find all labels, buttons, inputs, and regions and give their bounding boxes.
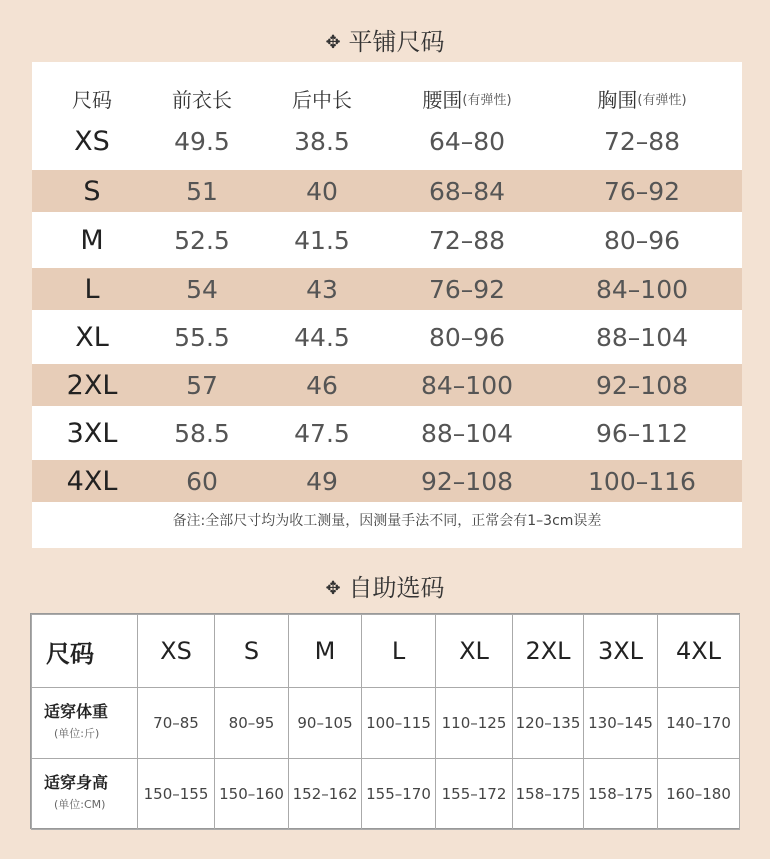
cell-chest: 88–104 (595, 322, 689, 352)
cell-back-length: 43 (306, 274, 338, 304)
size-cell: XS (138, 615, 215, 688)
size-row-label: 尺码 (32, 615, 138, 688)
weight-cell: 100–115 (362, 688, 436, 759)
cell-front-length: 51 (186, 176, 218, 206)
cell-front-length: 55.5 (174, 322, 230, 352)
height-cell: 152–162 (289, 759, 362, 830)
size-guide-grid (31, 614, 740, 830)
cell-waist: 64–80 (428, 126, 506, 156)
header-front-length: 前衣长 (172, 87, 232, 112)
height-unit: (单位:CM) (54, 798, 106, 811)
cell-front-length: 60 (186, 466, 218, 496)
height-cell: 150–155 (138, 759, 215, 830)
cell-chest: 76–92 (603, 176, 681, 206)
size-row (32, 615, 740, 688)
cell-waist: 88–104 (420, 418, 514, 448)
size-guide-title-text: 自助选码 (348, 574, 445, 602)
table-row (32, 412, 742, 454)
cell-back-length: 46 (306, 370, 338, 400)
flat-size-table (32, 62, 742, 548)
height-cell: 155–172 (436, 759, 513, 830)
header-chest (562, 80, 722, 116)
size-cell: S (215, 615, 289, 688)
weight-cell: 130–145 (584, 688, 658, 759)
cell-back-length: 44.5 (294, 322, 350, 352)
weight-row (32, 688, 740, 759)
cell-back-length: 40 (306, 176, 338, 206)
size-cell: M (289, 615, 362, 688)
weight-cell: 90–105 (289, 688, 362, 759)
cell-size: M (80, 224, 104, 256)
cell-front-length: 57 (186, 370, 218, 400)
measurement-note: 备注:全部尺寸均为收工测量，因测量手法不同，正常会有1–3cm误差 (172, 513, 602, 529)
height-row-label (32, 759, 138, 830)
weight-cell: 110–125 (436, 688, 513, 759)
table-row (32, 268, 742, 310)
header-waist (392, 80, 542, 116)
cell-back-length: 38.5 (294, 126, 350, 156)
height-cell: 150–160 (215, 759, 289, 830)
table-row (32, 219, 742, 261)
table-row (32, 316, 742, 358)
cell-waist: 76–92 (428, 274, 506, 304)
cell-size: 4XL (66, 465, 118, 497)
four-point-cross-icon: ✥ (325, 32, 341, 53)
header-size: 尺码 (72, 87, 112, 112)
cell-waist: 72–88 (428, 225, 506, 255)
cell-waist: 68–84 (428, 176, 506, 206)
size-cell: 4XL (658, 615, 740, 688)
size-cell: 2XL (513, 615, 584, 688)
four-point-cross-icon: ✥ (325, 578, 341, 599)
cell-back-length: 49 (306, 466, 338, 496)
size-guide-table (30, 613, 740, 829)
cell-chest: 84–100 (595, 274, 689, 304)
cell-chest: 92–108 (595, 370, 689, 400)
cell-size: 3XL (66, 417, 118, 449)
table-header-row (32, 80, 742, 116)
height-row (32, 759, 740, 830)
table-row (32, 364, 742, 406)
cell-back-length: 41.5 (294, 225, 350, 255)
size-cell: 3XL (584, 615, 658, 688)
cell-front-length: 58.5 (174, 418, 230, 448)
height-cell: 155–170 (362, 759, 436, 830)
size-guide-title (0, 568, 770, 603)
height-cell: 160–180 (658, 759, 740, 830)
cell-size: S (83, 175, 101, 207)
cell-front-length: 49.5 (174, 126, 230, 156)
cell-chest: 100–116 (588, 466, 696, 496)
header-waist-text: 腰围 (422, 87, 463, 112)
weight-row-label (32, 688, 138, 759)
weight-label: 适穿体重 (44, 702, 109, 721)
cell-waist: 92–108 (420, 466, 514, 496)
table-row (32, 120, 742, 162)
header-waist-note: (有弹性) (462, 92, 512, 108)
cell-size: XL (75, 321, 109, 353)
cell-front-length: 52.5 (174, 225, 230, 255)
cell-waist: 80–96 (428, 322, 506, 352)
header-chest-note: (有弹性) (637, 92, 687, 108)
height-label: 适穿身高 (44, 773, 109, 792)
header-back-length: 后中长 (292, 87, 352, 112)
size-cell: XL (436, 615, 513, 688)
cell-size: XS (74, 125, 110, 157)
cell-chest: 80–96 (603, 225, 681, 255)
weight-cell: 70–85 (138, 688, 215, 759)
size-cell: L (362, 615, 436, 688)
height-cell: 158–175 (513, 759, 584, 830)
cell-chest: 96–112 (595, 418, 689, 448)
weight-unit: (单位:斤) (54, 727, 100, 740)
cell-waist: 84–100 (420, 370, 514, 400)
cell-front-length: 54 (186, 274, 218, 304)
cell-size: L (84, 273, 100, 305)
flat-size-title-text: 平铺尺码 (348, 28, 445, 56)
weight-cell: 120–135 (513, 688, 584, 759)
height-cell: 158–175 (584, 759, 658, 830)
table-row (32, 170, 742, 212)
cell-size: 2XL (66, 369, 118, 401)
cell-back-length: 47.5 (294, 418, 350, 448)
weight-cell: 80–95 (215, 688, 289, 759)
cell-chest: 72–88 (603, 126, 681, 156)
header-chest-text: 胸围 (597, 87, 638, 112)
table-row (32, 460, 742, 502)
flat-size-title (0, 22, 770, 57)
weight-cell: 140–170 (658, 688, 740, 759)
